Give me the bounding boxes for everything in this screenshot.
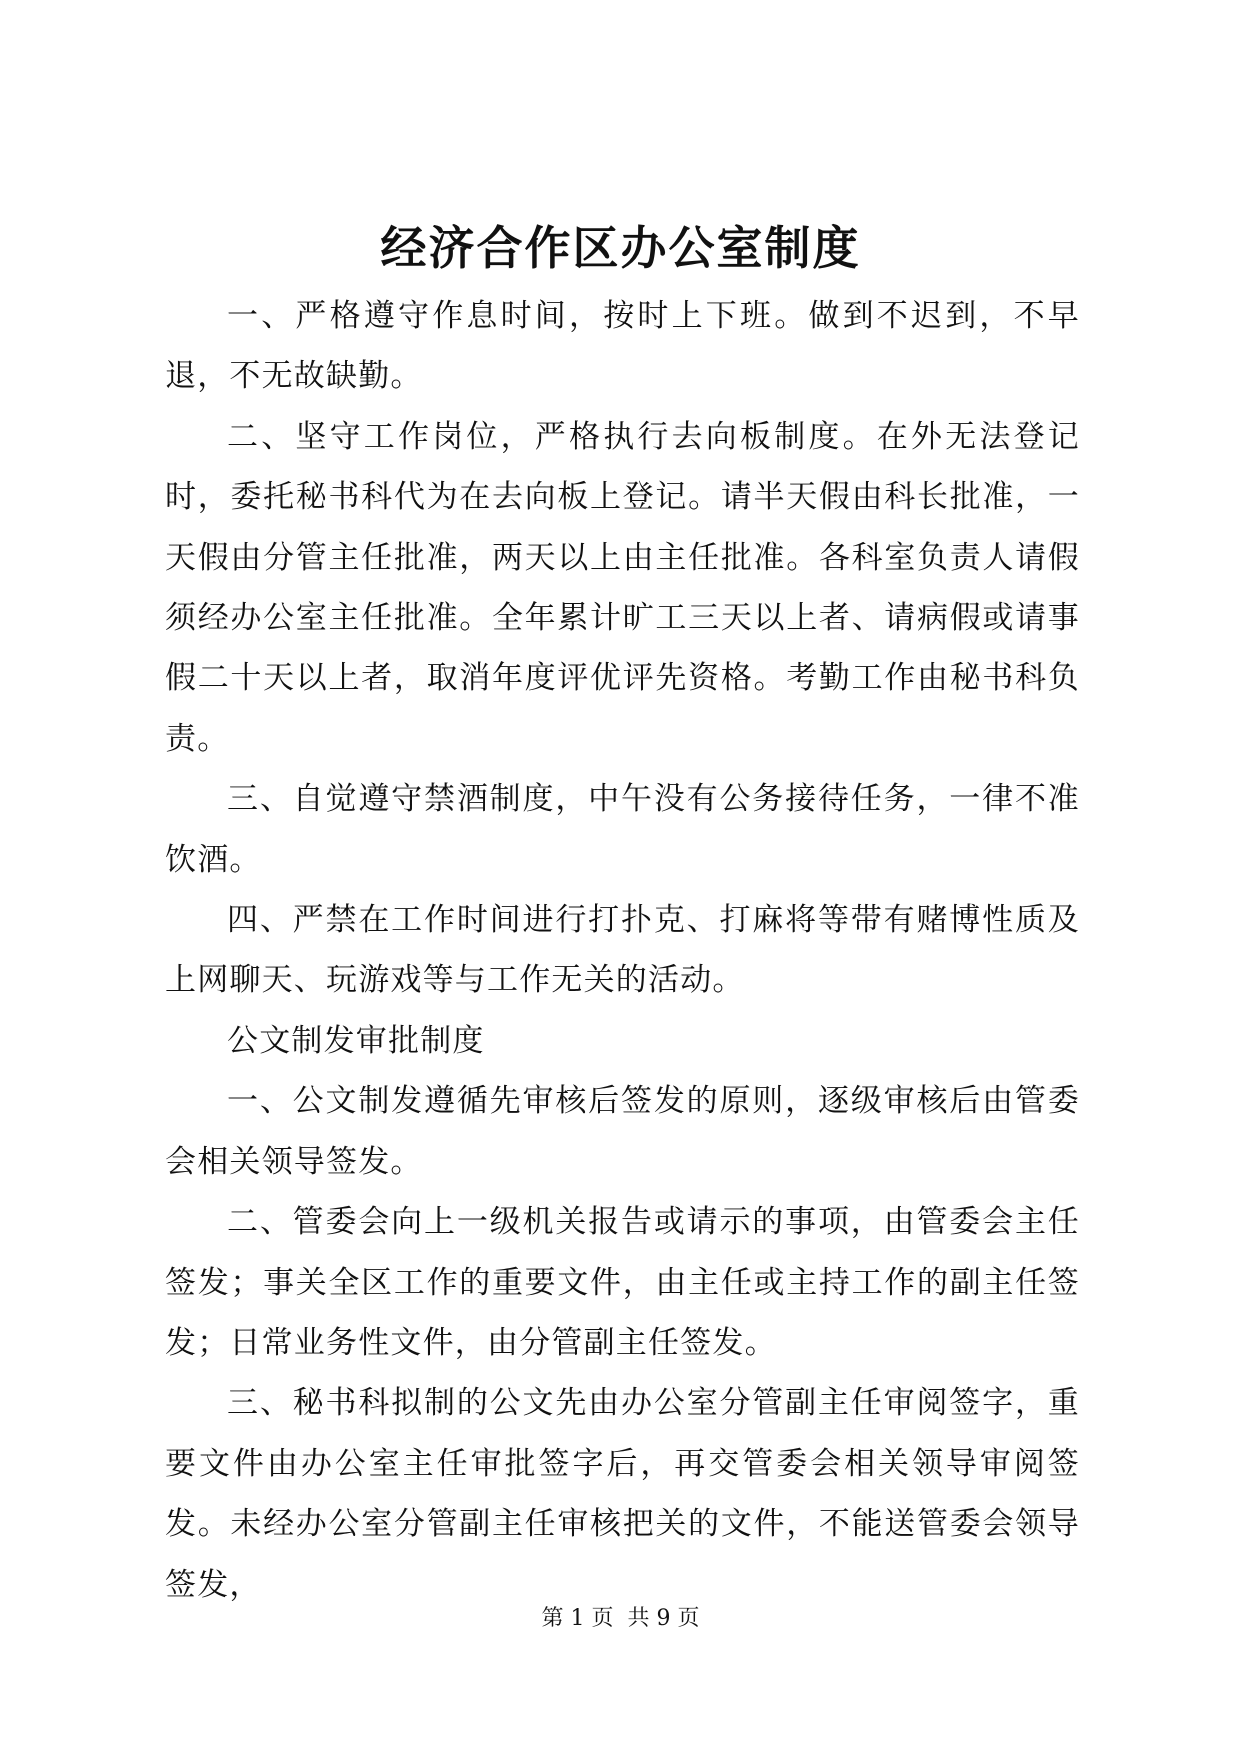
page-number-footer	[0, 1604, 1241, 1634]
paragraph-gambling-ban: 四、严禁在工作时间进行打扑克、打麻将等带有赌博性质及上网聊天、玩游戏等与工作无关的活动。	[165, 902, 1080, 999]
paragraph-approval-principle: 一、公文制发遵循先审核后签发的原则，逐级审核后由管委会相关领导签发。	[165, 1083, 1080, 1180]
paragraph-review-process: 三、秘书科拟制的公文先由办公室分管副主任审阅签字，重要文件由办公室主任审批签字后，再交管委会相关领导审阅签发。未经办公室分管副主任审核把关的文件，不能送管委会领导签发，	[165, 1385, 1080, 1603]
document-body	[165, 286, 1080, 1615]
page-number-label: 第 1 页 共 9 页	[541, 1606, 700, 1631]
paragraph-signing-authority: 二、管委会向上一级机关报告或请示的事项，由管委会主任签发；事关全区工作的重要文件，由主任或主持工作的副主任签发；日常业务性文件，由分管副主任签发。	[165, 1204, 1080, 1361]
paragraph-attendance: 一、严格遵守作息时间，按时上下班。做到不迟到，不早退，不无故缺勤。	[165, 298, 1080, 395]
paragraph-leave-rules: 二、坚守工作岗位，严格执行去向板制度。在外无法登记时，委托秘书科代为在去向板上登记。请半天假由科长批准，一天假由分管主任批准，两天以上由主任批准。各科室负责人请假须经办公室主任批准。全年累计旷工三天以上者、请病假或请事假二十天以上者，取消年度评优评先资格。考勤工作由秘书科负责。	[165, 418, 1080, 757]
paragraph-alcohol-ban: 三、自觉遵守禁酒制度，中午没有公务接待任务，一律不准饮酒。	[165, 781, 1080, 878]
document-title: 经济合作区办公室制度	[380, 221, 861, 275]
section-heading-document-approval: 公文制发审批制度	[227, 1022, 485, 1059]
